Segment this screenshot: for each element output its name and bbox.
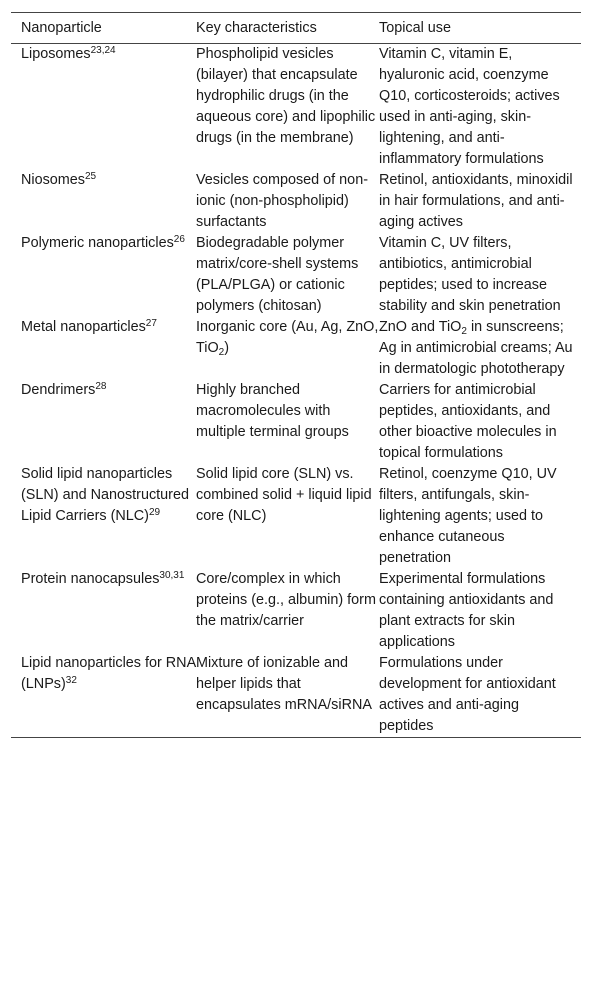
reference-superscript: 32 xyxy=(65,675,77,686)
nanoparticle-name: Protein nanocapsules xyxy=(21,571,160,587)
table-row xyxy=(11,170,581,233)
topical-use-cell: Formulations under development for antioxidant actives and anti-aging peptides xyxy=(379,653,581,738)
nanoparticle-cell xyxy=(11,653,196,738)
reference-superscript: 26 xyxy=(173,234,185,245)
topical-use-cell: ZnO and TiO$_2$ in sunscreens; Ag in antimicrobial creams; Au in dermatologic phototherapy xyxy=(379,319,573,377)
key-characteristics-cell: Phospholipid vesicles (bilayer) that encapsulate hydrophilic drugs (in the aqueous core) and lipophilic drugs (in the membrane) xyxy=(196,46,376,146)
nanoparticle-cell xyxy=(11,464,196,569)
nanoparticle-cell xyxy=(11,569,196,653)
nanoparticle-cell xyxy=(11,317,196,380)
reference-superscript: 25 xyxy=(84,171,97,182)
reference-superscript: 27 xyxy=(145,318,157,329)
header-topical-use: Topical use xyxy=(379,13,581,44)
key-characteristics-cell: Highly branched macromolecules with multiple terminal groups xyxy=(196,382,349,440)
table-row xyxy=(11,569,581,653)
nanoparticle-name: Dendrimers xyxy=(21,382,96,398)
reference-superscript: 23,24 xyxy=(90,45,116,56)
reference-superscript: 28 xyxy=(95,381,107,392)
nanoparticle-cell xyxy=(11,170,196,233)
key-characteristics-cell: Mixture of ionizable and helper lipids that encapsulates mRNA/siRNA xyxy=(196,653,379,738)
key-characteristics-cell: Vesicles composed of non-ionic (non-phospholipid) surfactants xyxy=(196,172,368,230)
nanoparticle-name: Lipid nanoparticles for RNA (LNPs) xyxy=(21,655,196,692)
reference-superscript: 29 xyxy=(148,507,161,518)
topical-use-cell: Retinol, coenzyme Q10, UV filters, antifungals, skin-lightening agents; used to enhance cutaneous penetration xyxy=(379,466,557,566)
nanoparticle-table xyxy=(11,12,581,738)
key-characteristics-cell: Solid lipid core (SLN) vs. combined solid + liquid lipid core (NLC) xyxy=(196,466,372,524)
topical-use-cell: Carriers for antimicrobial peptides, antioxidants, and other bioactive molecules in topical formulations xyxy=(379,382,557,461)
nanoparticle-cell xyxy=(11,380,196,464)
nanoparticle-name: Metal nanoparticles xyxy=(21,319,146,335)
topical-use-cell: Vitamin C, vitamin E, hyaluronic acid, coenzyme Q10, corticosteroids; actives used in anti-aging, skin-lightening, and anti-inflammatory formulations xyxy=(379,46,560,167)
table-row xyxy=(11,464,581,569)
nanoparticle-name: Liposomes xyxy=(21,46,91,62)
topical-use-cell: Experimental formulations containing antioxidants and plant extracts for skin applications xyxy=(379,571,554,650)
table-row xyxy=(11,653,581,738)
table-row xyxy=(11,380,581,464)
nanoparticle-name: Solid lipid nanoparticles (SLN) and Nanostructured Lipid Carriers (NLC) xyxy=(21,466,189,524)
table-row xyxy=(11,44,581,171)
table-row xyxy=(11,317,581,380)
topical-use-cell: Retinol, antioxidants, minoxidil in hair formulations, and anti-aging actives xyxy=(379,172,573,230)
key-characteristics-cell: Core/complex in which proteins (e.g., albumin) form the matrix/carrier xyxy=(196,571,376,629)
header-row xyxy=(11,13,581,44)
nanoparticle-name: Polymeric nanoparticles xyxy=(21,235,174,251)
table-body xyxy=(11,44,581,738)
key-characteristics-cell: Biodegradable polymer matrix/core-shell systems (PLA/PLGA) or cationic polymers (chitosan) xyxy=(196,235,359,314)
nanoparticle-cell xyxy=(11,233,196,317)
header-key-characteristics: Key characteristics xyxy=(196,13,379,44)
key-characteristics-cell: Inorganic core (Au, Ag, ZnO, TiO$_2$) xyxy=(196,319,379,358)
reference-superscript: 30,31 xyxy=(159,570,185,581)
header-nanoparticle: Nanoparticle xyxy=(11,13,196,44)
table-row xyxy=(11,233,581,317)
topical-use-cell: Vitamin C, UV filters, antibiotics, antimicrobial peptides; used to increase stability and skin penetration xyxy=(379,235,561,314)
nanoparticle-name: Niosomes xyxy=(21,172,85,188)
nanoparticle-cell xyxy=(11,44,196,171)
